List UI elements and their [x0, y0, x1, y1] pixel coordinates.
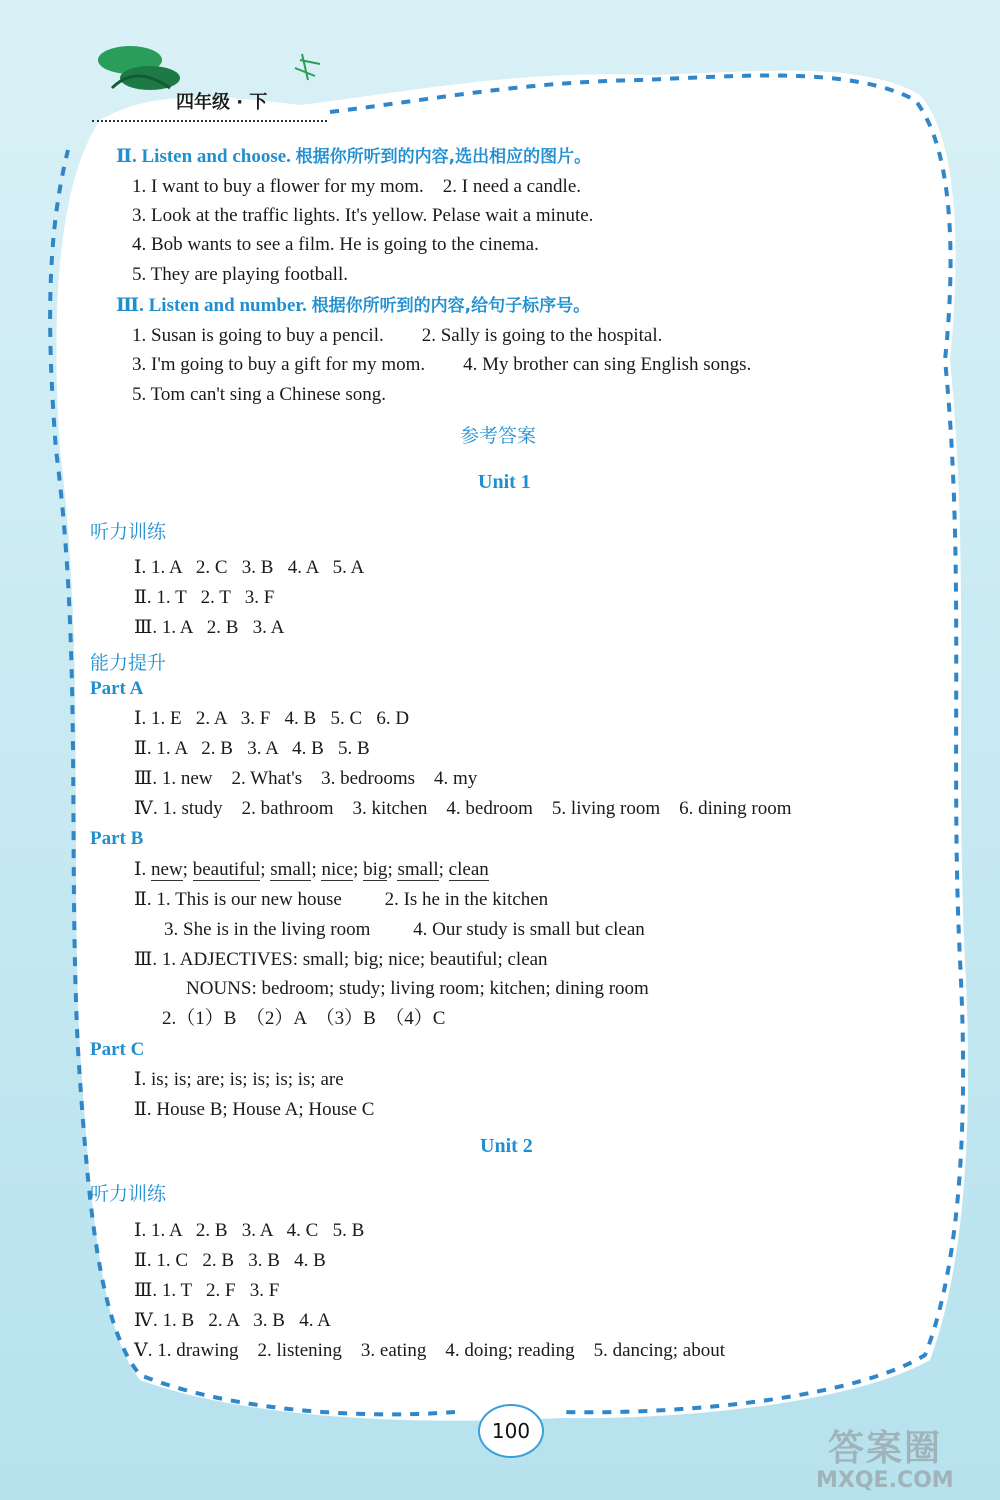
answers-title: 参考答案 [460, 425, 537, 447]
section2-line-2: 3. Look at the traffic lights. It's yellow. Pelase wait a minute. [132, 205, 594, 226]
unit1-listening-1: Ⅰ. 1. A 2. C 3. B 4. A 5. A [134, 557, 365, 578]
section2-line-4: 5. They are playing football. [132, 264, 348, 285]
watermark-logo-text: 答案圈 [828, 1428, 943, 1469]
unit1-listening-2: Ⅱ. 1. T 2. T 3. F [134, 587, 275, 608]
dashed-border [330, 75, 963, 1412]
partB-line-3: 3. She is in the living room 4. Our study is small but clean [164, 919, 645, 940]
watermark [810, 1420, 990, 1500]
unit1-partA-label: Part A [90, 678, 144, 699]
partA-line-3: Ⅲ. 1. new 2. What's 3. bedrooms 4. my [134, 768, 478, 789]
unit1-partC-label: Part C [90, 1039, 145, 1060]
partB-line-6: 2.（1）B （2）A （3）B （4）C [162, 1008, 446, 1029]
unit1-partB-label: Part B [90, 828, 144, 849]
partB-line-2: Ⅱ. 1. This is our new house 2. Is he in the kitchen [134, 889, 549, 910]
grade-label: 四年级 · 下 [176, 92, 268, 113]
unit2-listening-heading: 听力训练 [90, 1183, 167, 1205]
unit1-listening-3: Ⅲ. 1. A 2. B 3. A [134, 617, 285, 638]
watermark-url: MXQE.COM [816, 1468, 954, 1493]
unit2-listening-4: Ⅳ. 1. B 2. A 3. B 4. A [134, 1310, 331, 1331]
section2-heading: Ⅱ. Listen and choose. 根据你所听到的内容,选出相应的图片。 [116, 146, 592, 167]
partC-line-1: Ⅰ. is; is; are; is; is; is; is; are [134, 1069, 344, 1090]
unit2-listening-5: Ⅴ. 1. drawing 2. listening 3. eating 4. doing; reading 5. dancing; about [134, 1340, 726, 1361]
partB-line-1: Ⅰ. new; beautiful; small; nice; big; small; clean [134, 859, 489, 880]
partB-line-5: NOUNS: bedroom; study; living room; kitchen; dining room [186, 978, 649, 999]
partA-line-4: Ⅳ. 1. study 2. bathroom 3. kitchen 4. bedroom 5. living room 6. dining room [134, 798, 792, 819]
unit2-title: Unit 2 [480, 1135, 533, 1157]
section3-heading: Ⅲ. Listen and number. 根据你所听到的内容,给句子标序号。 [116, 295, 591, 316]
unit2-listening-2: Ⅱ. 1. C 2. B 3. B 4. B [134, 1250, 326, 1271]
unit2-listening-1: Ⅰ. 1. A 2. B 3. A 4. C 5. B [134, 1220, 365, 1241]
dragonfly-icon [295, 54, 320, 80]
partC-line-2: Ⅱ. House B; House A; House C [134, 1099, 375, 1120]
page-number: 100 [478, 1404, 544, 1458]
partA-line-1: Ⅰ. 1. E 2. A 3. F 4. B 5. C 6. D [134, 708, 410, 729]
section2-line-1: 1. I want to buy a flower for my mom. 2. I need a candle. [132, 176, 582, 197]
section3-line-2: 3. I'm going to buy a gift for my mom. 4. My brother can sing English songs. [132, 354, 752, 375]
partA-line-2: Ⅱ. 1. A 2. B 3. A 4. B 5. B [134, 738, 370, 759]
section2-line-3: 4. Bob wants to see a film. He is going to the cinema. [132, 234, 539, 255]
unit1-ability-heading: 能力提升 [90, 652, 167, 674]
section3-line-1: 1. Susan is going to buy a pencil. 2. Sally is going to the hospital. [132, 325, 663, 346]
section3-line-3: 5. Tom can't sing a Chinese song. [132, 384, 386, 405]
unit2-listening-3: Ⅲ. 1. T 2. F 3. F [134, 1280, 280, 1301]
unit1-listening-heading: 听力训练 [90, 521, 167, 543]
header-divider [92, 120, 327, 122]
partB-line-4: Ⅲ. 1. ADJECTIVES: small; big; nice; beautiful; clean [134, 949, 548, 970]
unit1-title: Unit 1 [478, 471, 531, 493]
